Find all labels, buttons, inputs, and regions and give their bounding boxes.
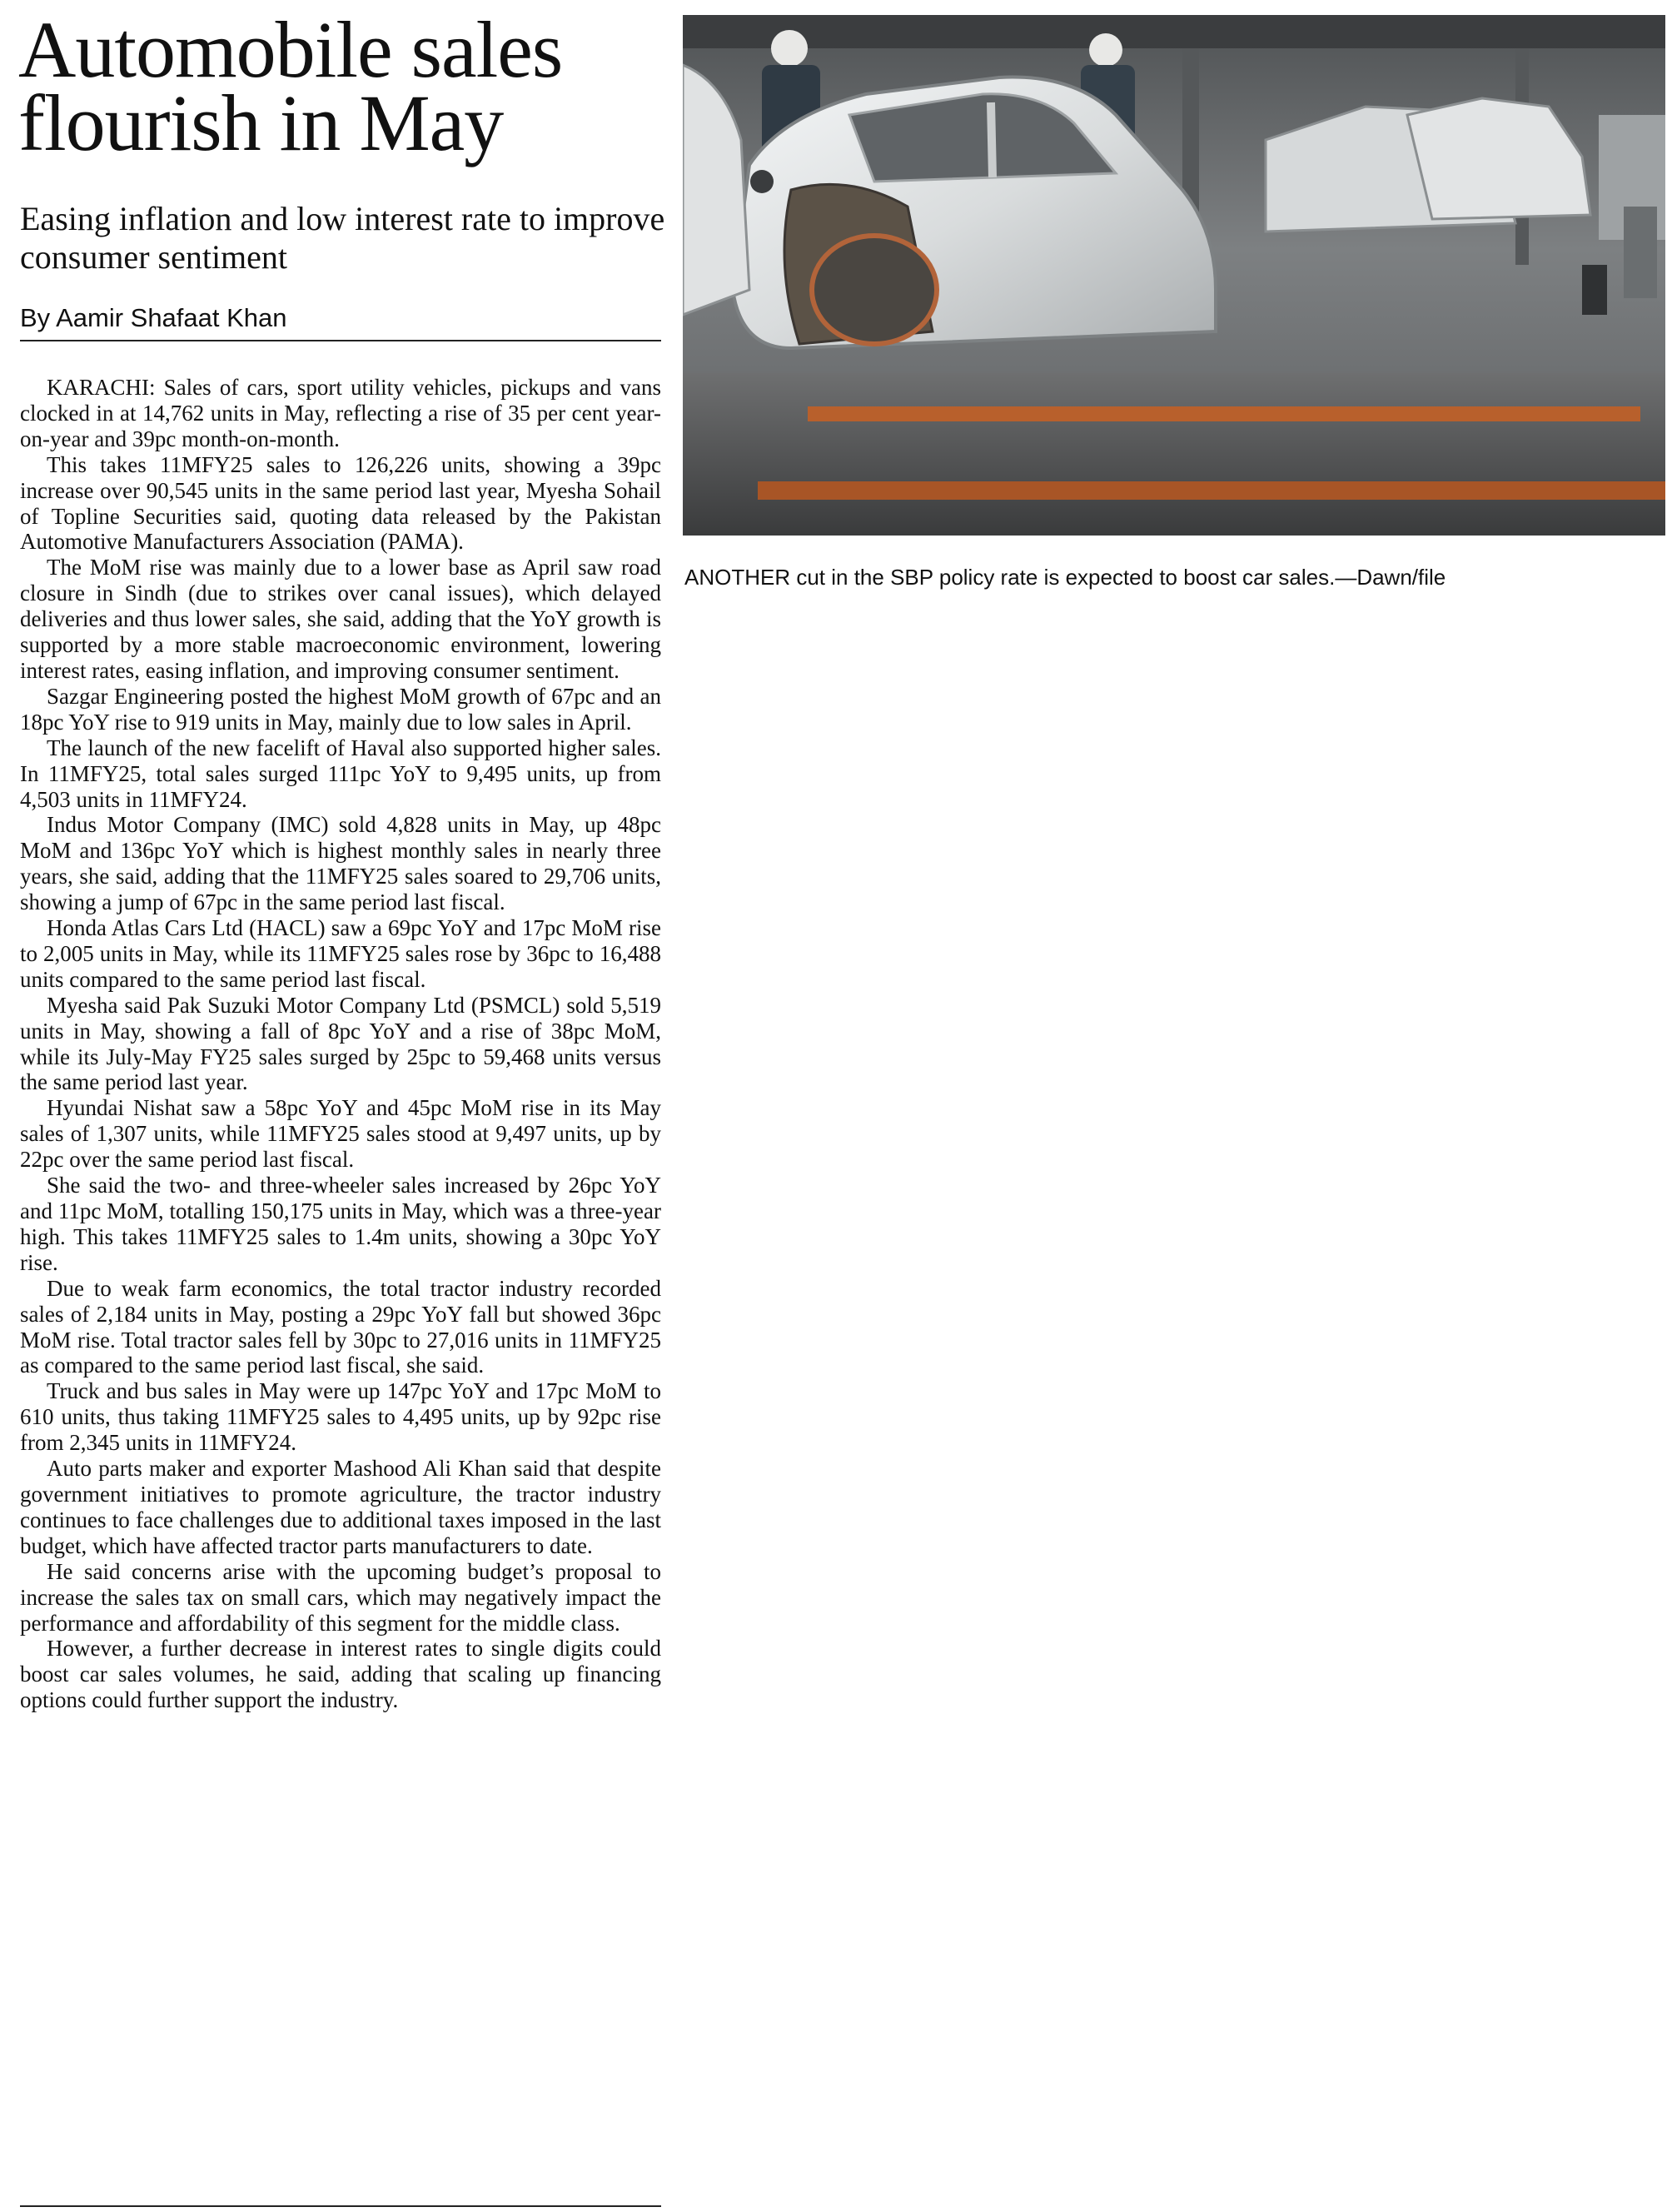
body-paragraph: The MoM rise was mainly due to a lower base as April saw road closure in Sindh (due to strikes over canal issues), which delayed deliveries and thus lower sales, she said, adding that the YoY growth is supported by a more stable macroeconomic environment, lowering interest rates, easing inflation, and improving consumer sentiment. bbox=[20, 555, 661, 683]
byline-rule bbox=[20, 340, 661, 341]
body-paragraph: The launch of the new facelift of Haval also supported higher sales. In 11MFY25, total sales surged 111pc YoY to 9,495 units, up from 4,503 units in 11MFY24. bbox=[20, 735, 661, 812]
column-end-rule bbox=[20, 2205, 661, 2207]
headline: Automobile sales flourish in May bbox=[18, 5, 563, 167]
body-paragraph: This takes 11MFY25 sales to 126,226 units, showing a 39pc increase over 90,545 units in the same period last year, Myesha Sohail of Topline Securities said, quoting data released by the Pakistan Automotive Manufacturers Association (PAMA). bbox=[20, 451, 661, 555]
body-paragraph: Sazgar Engineering posted the highest MoM growth of 67pc and an 18pc YoY rise to 919 units in May, mainly due to low sales in April. bbox=[20, 683, 661, 735]
body-paragraph: Hyundai Nishat saw a 58pc YoY and 45pc MoM rise in its May sales of 1,307 units, while 11MFY25 sales stood at 9,497 units, up by 22pc over the same period last fiscal. bbox=[20, 1095, 661, 1173]
body-paragraph: However, a further decrease in interest rates to single digits could boost car sales volumes, he said, adding that scaling up financing options could further support the industry. bbox=[20, 1636, 661, 1713]
body-paragraph: Myesha said Pak Suzuki Motor Company Ltd (PSMCL) sold 5,519 units in May, showing a fall of 8pc YoY and a rise of 38pc MoM, while its July-May FY25 sales surged by 25pc to 59,468 units versus the same period last year. bbox=[20, 992, 661, 1095]
car-assembly-line-photo bbox=[683, 15, 1665, 536]
body-paragraph: Due to weak farm economics, the total tractor industry recorded sales of 2,184 units in May, posting a 29pc YoY fall but showed 36pc MoM rise. Total tractor sales fell by 30pc to 27,016 units in 11MFY25 as compared to the same period last fiscal, she said. bbox=[20, 1275, 661, 1378]
body-paragraph: Honda Atlas Cars Ltd (HACL) saw a 69pc YoY and 17pc MoM rise to 2,005 units in May, while its 11MFY25 sales rose by 36pc to 16,488 units compared to the same period last fiscal. bbox=[20, 915, 661, 992]
body-paragraph: Truck and bus sales in May were up 147pc YoY and 17pc MoM to 610 units, thus taking 11MFY25 sales to 4,495 units, up by 92pc rise from 2,345 units in 11MFY24. bbox=[20, 1378, 661, 1456]
body-paragraph: Indus Motor Company (IMC) sold 4,828 units in May, up 48pc MoM and 136pc YoY which is highest monthly sales in nearly three years, she said, adding that the 11MFY25 sales soared to 29,706 units, showing a jump of 67pc in the same period last fiscal. bbox=[20, 812, 661, 915]
article-body bbox=[20, 375, 661, 1713]
body-paragraph: She said the two- and three-wheeler sales increased by 26pc YoY and 11pc MoM, totalling 150,175 units in May, which was a three-year high. This takes 11MFY25 sales to 1.4m units, showing a 30pc YoY rise. bbox=[20, 1173, 661, 1275]
body-paragraph: KARACHI: Sales of cars, sport utility vehicles, pickups and vans clocked in at 14,762 units in May, reflecting a rise of 35 per cent year-on-year and 39pc month-on-month. bbox=[20, 375, 661, 451]
byline: By Aamir Shafaat Khan bbox=[20, 303, 287, 332]
photo-caption: ANOTHER cut in the SBP policy rate is expected to boost car sales.—Dawn/file bbox=[684, 565, 1446, 590]
subheadline: Easing inflation and low interest rate to improve consumer sentiment bbox=[20, 200, 665, 276]
body-paragraph: Auto parts maker and exporter Mashood Ali Khan said that despite government initiatives to promote agriculture, the tractor industry continues to face challenges due to additional taxes imposed in the last budget, which have affected tractor parts manufacturers to date. bbox=[20, 1456, 661, 1558]
body-paragraph: He said concerns arise with the upcoming budget’s proposal to increase the sales tax on small cars, which may negatively impact the performance and affordability of this segment for the middle class. bbox=[20, 1558, 661, 1636]
